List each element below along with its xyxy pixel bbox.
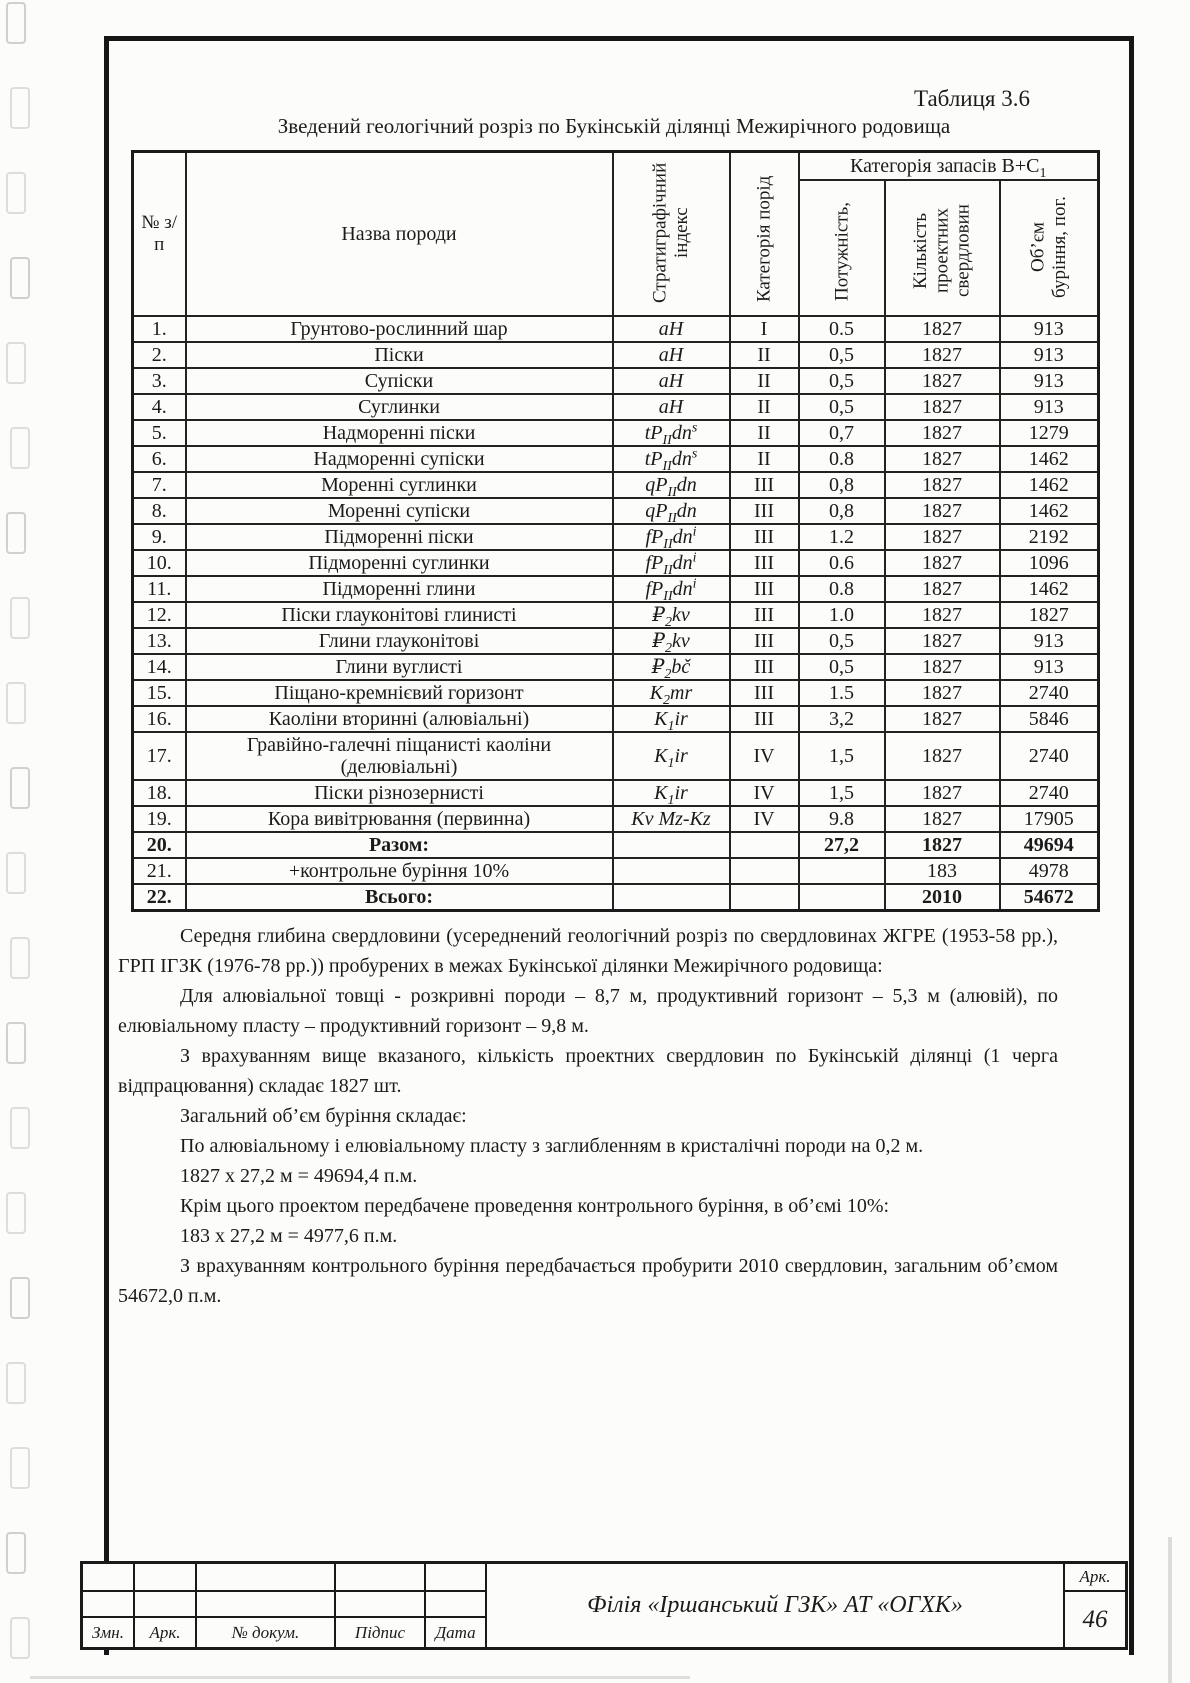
footer-label-pidpys: Підпис (354, 1622, 406, 1642)
rock-category: III (730, 602, 799, 628)
rock-category: III (730, 576, 799, 602)
drill-volume: 2740 (1000, 680, 1099, 706)
header-rock-name: Назва породи (186, 152, 613, 317)
table-row (133, 858, 1099, 884)
binding-mark (10, 767, 30, 809)
header-row-number: № з/п (133, 152, 186, 317)
strat-index: $K_1ir$ (613, 732, 730, 780)
binding-mark (6, 342, 26, 384)
header-thickness: Потужність, (799, 180, 885, 316)
table-row (133, 368, 1099, 394)
rock-category: III (730, 628, 799, 654)
thickness: 0.8 (799, 446, 885, 472)
row-number: 3. (133, 368, 186, 394)
strat-index: $fP_{II}dn^i$ (613, 576, 730, 602)
strat-index: $fP_{II}dn^i$ (613, 524, 730, 550)
divider (83, 1590, 487, 1592)
header-rock-category: Категорія порід (730, 152, 799, 317)
table-row (133, 602, 1099, 628)
row-number: 12. (133, 602, 186, 628)
table-row (133, 524, 1099, 550)
drill-volume: 2192 (1000, 524, 1099, 550)
drill-volume: 1462 (1000, 576, 1099, 602)
rock-category: IV (730, 806, 799, 832)
rock-name: Підморенні глини (186, 576, 613, 602)
paragraph: 183 х 27,2 м = 4977,6 п.м. (180, 1225, 398, 1247)
drill-volume: 1096 (1000, 550, 1099, 576)
wells-count: 1827 (885, 806, 1000, 832)
strat-index: $qP_{II}dn$ (613, 498, 730, 524)
header-stratigraphic-index: Стратиграфічний індекс (613, 152, 730, 317)
row-number: 2. (133, 342, 186, 368)
rock-category: II (730, 368, 799, 394)
drill-volume: 913 (1000, 394, 1099, 420)
drill-volume: 913 (1000, 654, 1099, 680)
rock-category (730, 884, 799, 911)
footer-label-data: Дата (435, 1622, 476, 1642)
wells-count: 1827 (885, 524, 1000, 550)
drill-volume: 1279 (1000, 420, 1099, 446)
thickness: 0,8 (799, 498, 885, 524)
wells-count: 1827 (885, 446, 1000, 472)
strat-index: aH (613, 394, 730, 420)
strat-index: $tP_{II}dn^s$ (613, 420, 730, 446)
wells-count: 1827 (885, 368, 1000, 394)
table-row (133, 316, 1099, 342)
wells-count: 1827 (885, 394, 1000, 420)
thickness: 0.6 (799, 550, 885, 576)
rock-category: III (730, 654, 799, 680)
rock-name: +контрольне буріння 10% (186, 858, 613, 884)
rock-category: III (730, 680, 799, 706)
table-row (133, 498, 1099, 524)
row-number: 11. (133, 576, 186, 602)
row-number: 16. (133, 706, 186, 732)
binding-mark (10, 427, 30, 469)
scan-artifact-line (1168, 1537, 1172, 1683)
thickness: 9.8 (799, 806, 885, 832)
row-number: 5. (133, 420, 186, 446)
row-number: 17. (133, 732, 186, 780)
table-row (133, 884, 1099, 911)
table-row (133, 446, 1099, 472)
thickness: 1.0 (799, 602, 885, 628)
paragraph: Середня глибина свердловини (усереднений геологічний розріз по свердловинах ЖГРЕ (1953-58 рр.), ГРП ІГЗК (1976-78 рр.)) пробурених в межах Букінської ділянки Межирічного родовища: (118, 925, 1058, 977)
strat-index: aH (613, 368, 730, 394)
rock-category: III (730, 550, 799, 576)
rock-name: Надморенні піски (186, 420, 613, 446)
rock-category: I (730, 316, 799, 342)
rock-name: Піски глауконітові глинисті (186, 602, 613, 628)
footer-label-zmn: Змн. (92, 1622, 124, 1642)
strat-index: $K_1ir$ (613, 706, 730, 732)
strat-index: aH (613, 316, 730, 342)
table-row (133, 576, 1099, 602)
rock-name: Піски різнозернисті (186, 780, 613, 806)
header-wells-count: Кількість проектних свердловин (885, 180, 1000, 316)
rock-category: II (730, 342, 799, 368)
row-number: 7. (133, 472, 186, 498)
rock-name: Моренні суглинки (186, 472, 613, 498)
strat-index: $₽_2bč$ (613, 654, 730, 680)
rock-category: II (730, 420, 799, 446)
wells-count: 1827 (885, 498, 1000, 524)
rock-name: Піски (186, 342, 613, 368)
row-number: 1. (133, 316, 186, 342)
table-row (133, 680, 1099, 706)
drill-volume: 1462 (1000, 446, 1099, 472)
strat-index: $qP_{II}dn$ (613, 472, 730, 498)
binding-mark (6, 1192, 26, 1234)
rock-name: Моренні супіски (186, 498, 613, 524)
table-row (133, 550, 1099, 576)
thickness: 0,5 (799, 394, 885, 420)
text-block (118, 921, 1058, 1311)
thickness: 0,5 (799, 628, 885, 654)
wells-count: 1827 (885, 706, 1000, 732)
strat-index: $tP_{II}dn^s$ (613, 446, 730, 472)
row-number: 21. (133, 858, 186, 884)
drill-volume: 17905 (1000, 806, 1099, 832)
rock-name: Супіски (186, 368, 613, 394)
strat-index (613, 858, 730, 884)
binding-mark (6, 1532, 26, 1574)
strat-index (613, 832, 730, 858)
thickness: 1,5 (799, 732, 885, 780)
row-number: 19. (133, 806, 186, 832)
drill-volume: 4978 (1000, 858, 1099, 884)
binding-mark (10, 1277, 30, 1319)
rock-name: Підморенні піски (186, 524, 613, 550)
wells-count: 1827 (885, 576, 1000, 602)
binding-mark (10, 1617, 30, 1659)
wells-count: 1827 (885, 628, 1000, 654)
strat-index (613, 884, 730, 911)
thickness: 27,2 (799, 832, 885, 858)
header-drill-volume: Об’єм буріння, пог. (1000, 180, 1099, 316)
paragraph: Загальний об’єм буріння складає: (180, 1105, 467, 1127)
header-reserves-category: Категорія запасів $В+С_1$ (799, 152, 1099, 181)
rock-category (730, 858, 799, 884)
rock-category: IV (730, 732, 799, 780)
strat-index: aH (613, 342, 730, 368)
drill-volume: 1462 (1000, 472, 1099, 498)
drill-volume: 913 (1000, 628, 1099, 654)
binding-mark (6, 2, 26, 44)
table-row (133, 832, 1099, 858)
table-row (133, 420, 1099, 446)
binding-mark (10, 597, 30, 639)
paragraph: Крім цього проектом передбачене проведення контрольного буріння, в об’ємі 10%: (180, 1195, 890, 1217)
binding-mark (10, 257, 30, 299)
table-number-label: Таблиця 3.6 (914, 86, 1030, 111)
thickness: 0,5 (799, 654, 885, 680)
row-number: 13. (133, 628, 186, 654)
drill-volume: 54672 (1000, 884, 1099, 911)
strat-index: $fP_{II}dn^i$ (613, 550, 730, 576)
thickness: 0,8 (799, 472, 885, 498)
wells-count: 1827 (885, 316, 1000, 342)
row-number: 18. (133, 780, 186, 806)
sheet-number: 46 (1082, 1605, 1108, 1633)
table-row (133, 780, 1099, 806)
paragraph: По алювіальному і елювіальному пласту з заглибленням в кристалічні породи на 0,2 м. (180, 1135, 924, 1157)
wells-count: 2010 (885, 884, 1000, 911)
drill-volume: 2740 (1000, 732, 1099, 780)
paragraph: З врахуванням контрольного буріння передбачається пробурити 2010 свердловин, загальним об’ємом 54672,0 п.м. (118, 1255, 1058, 1307)
row-number: 14. (133, 654, 186, 680)
strat-index: $K_2mr$ (613, 680, 730, 706)
rock-category: III (730, 706, 799, 732)
row-number: 8. (133, 498, 186, 524)
sheet-label: Арк. (1079, 1567, 1111, 1586)
rock-name: Кора вивітрювання (первинна) (186, 806, 613, 832)
binding-mark (6, 852, 26, 894)
wells-count: 1827 (885, 602, 1000, 628)
scan-artifact-line (30, 1676, 690, 1679)
rock-name: Піщано-кремнієвий горизонт (186, 680, 613, 706)
rock-category: III (730, 472, 799, 498)
rock-category: III (730, 524, 799, 550)
table-row (133, 732, 1099, 780)
wells-count: 1827 (885, 342, 1000, 368)
drill-volume: 913 (1000, 316, 1099, 342)
wells-count: 1827 (885, 420, 1000, 446)
binding-mark (6, 682, 26, 724)
row-number: 15. (133, 680, 186, 706)
binding-mark (10, 1107, 30, 1149)
drill-volume: 913 (1000, 342, 1099, 368)
table-row (133, 394, 1099, 420)
rock-name: Гравійно-галечні піщанисті каоліни (делювіальні) (186, 732, 613, 780)
drill-volume: 5846 (1000, 706, 1099, 732)
strat-index: $₽_2kv$ (613, 602, 730, 628)
wells-count: 1827 (885, 732, 1000, 780)
paragraph: З врахуванням вище вказаного, кількість проектних свердловин по Букінській ділянці (1 черга відпрацювання) складає 1827 шт. (118, 1045, 1058, 1097)
rock-category: III (730, 498, 799, 524)
paragraph: 1827 х 27,2 м = 49694,4 п.м. (180, 1165, 418, 1187)
geology-table (131, 150, 1100, 912)
wells-count: 1827 (885, 472, 1000, 498)
row-number: 6. (133, 446, 186, 472)
binding-mark (6, 172, 26, 214)
thickness: 1,5 (799, 780, 885, 806)
table-row (133, 472, 1099, 498)
table-row (133, 654, 1099, 680)
binding-mark (10, 87, 30, 129)
wells-count: 1827 (885, 832, 1000, 858)
rock-category: II (730, 446, 799, 472)
paragraph: Для алювіальної товщі - розкривні породи – 8,7 м, продуктивний горизонт – 5,3 м (алювій), по елювіальному пласту – продуктивний горизонт – 9,8 м. (118, 985, 1058, 1037)
drill-volume: 49694 (1000, 832, 1099, 858)
footer-label-ark: Арк. (149, 1622, 181, 1642)
strat-index: $K_1ir$ (613, 780, 730, 806)
thickness: 0,7 (799, 420, 885, 446)
thickness: 0.8 (799, 576, 885, 602)
wells-count: 1827 (885, 550, 1000, 576)
footer-label-dokum: № докум. (231, 1622, 300, 1642)
table-caption: Зведений геологічний розріз по Букінській ділянці Межирічного родовища (277, 114, 951, 138)
wells-count: 1827 (885, 680, 1000, 706)
thickness: 0.5 (799, 316, 885, 342)
title-block (80, 1561, 1128, 1650)
geology-table-body (133, 316, 1099, 911)
wells-count: 1827 (885, 654, 1000, 680)
rock-name: Грунтово-рослинний шар (186, 316, 613, 342)
thickness (799, 884, 885, 911)
binding-mark (10, 1447, 30, 1489)
rock-category: II (730, 394, 799, 420)
thickness: 1.5 (799, 680, 885, 706)
rock-name: Глини вуглисті (186, 654, 613, 680)
row-number: 20. (133, 832, 186, 858)
binding-mark (6, 512, 26, 554)
rock-name: Суглинки (186, 394, 613, 420)
rock-name: Глини глауконітові (186, 628, 613, 654)
rock-name: Підморенні суглинки (186, 550, 613, 576)
binding-mark (10, 937, 30, 979)
rock-name: Надморенні супіски (186, 446, 613, 472)
thickness: 0,5 (799, 368, 885, 394)
wells-count: 1827 (885, 780, 1000, 806)
drill-volume: 1827 (1000, 602, 1099, 628)
strat-index: $₽_2kv$ (613, 628, 730, 654)
rock-name: Разом: (186, 832, 613, 858)
binding-mark (6, 1362, 26, 1404)
rock-category (730, 832, 799, 858)
thickness (799, 858, 885, 884)
binding-mark (6, 1022, 26, 1064)
drill-volume: 1462 (1000, 498, 1099, 524)
drill-volume: 913 (1000, 368, 1099, 394)
row-number: 10. (133, 550, 186, 576)
row-number: 22. (133, 884, 186, 911)
table-row (133, 706, 1099, 732)
drill-volume: 2740 (1000, 780, 1099, 806)
thickness: 1.2 (799, 524, 885, 550)
row-number: 4. (133, 394, 186, 420)
rock-category: IV (730, 780, 799, 806)
strat-index: Kv Mz-Kz (613, 806, 730, 832)
thickness: 3,2 (799, 706, 885, 732)
table-row (133, 342, 1099, 368)
wells-count: 183 (885, 858, 1000, 884)
rock-name: Каоліни вторинні (алювіальні) (186, 706, 613, 732)
row-number: 9. (133, 524, 186, 550)
table-row (133, 628, 1099, 654)
organization-name: Філія «Іршанський ГЗК» АТ «ОГХК» (587, 1592, 963, 1618)
thickness: 0,5 (799, 342, 885, 368)
rock-name: Всього: (186, 884, 613, 911)
table-row (133, 806, 1099, 832)
